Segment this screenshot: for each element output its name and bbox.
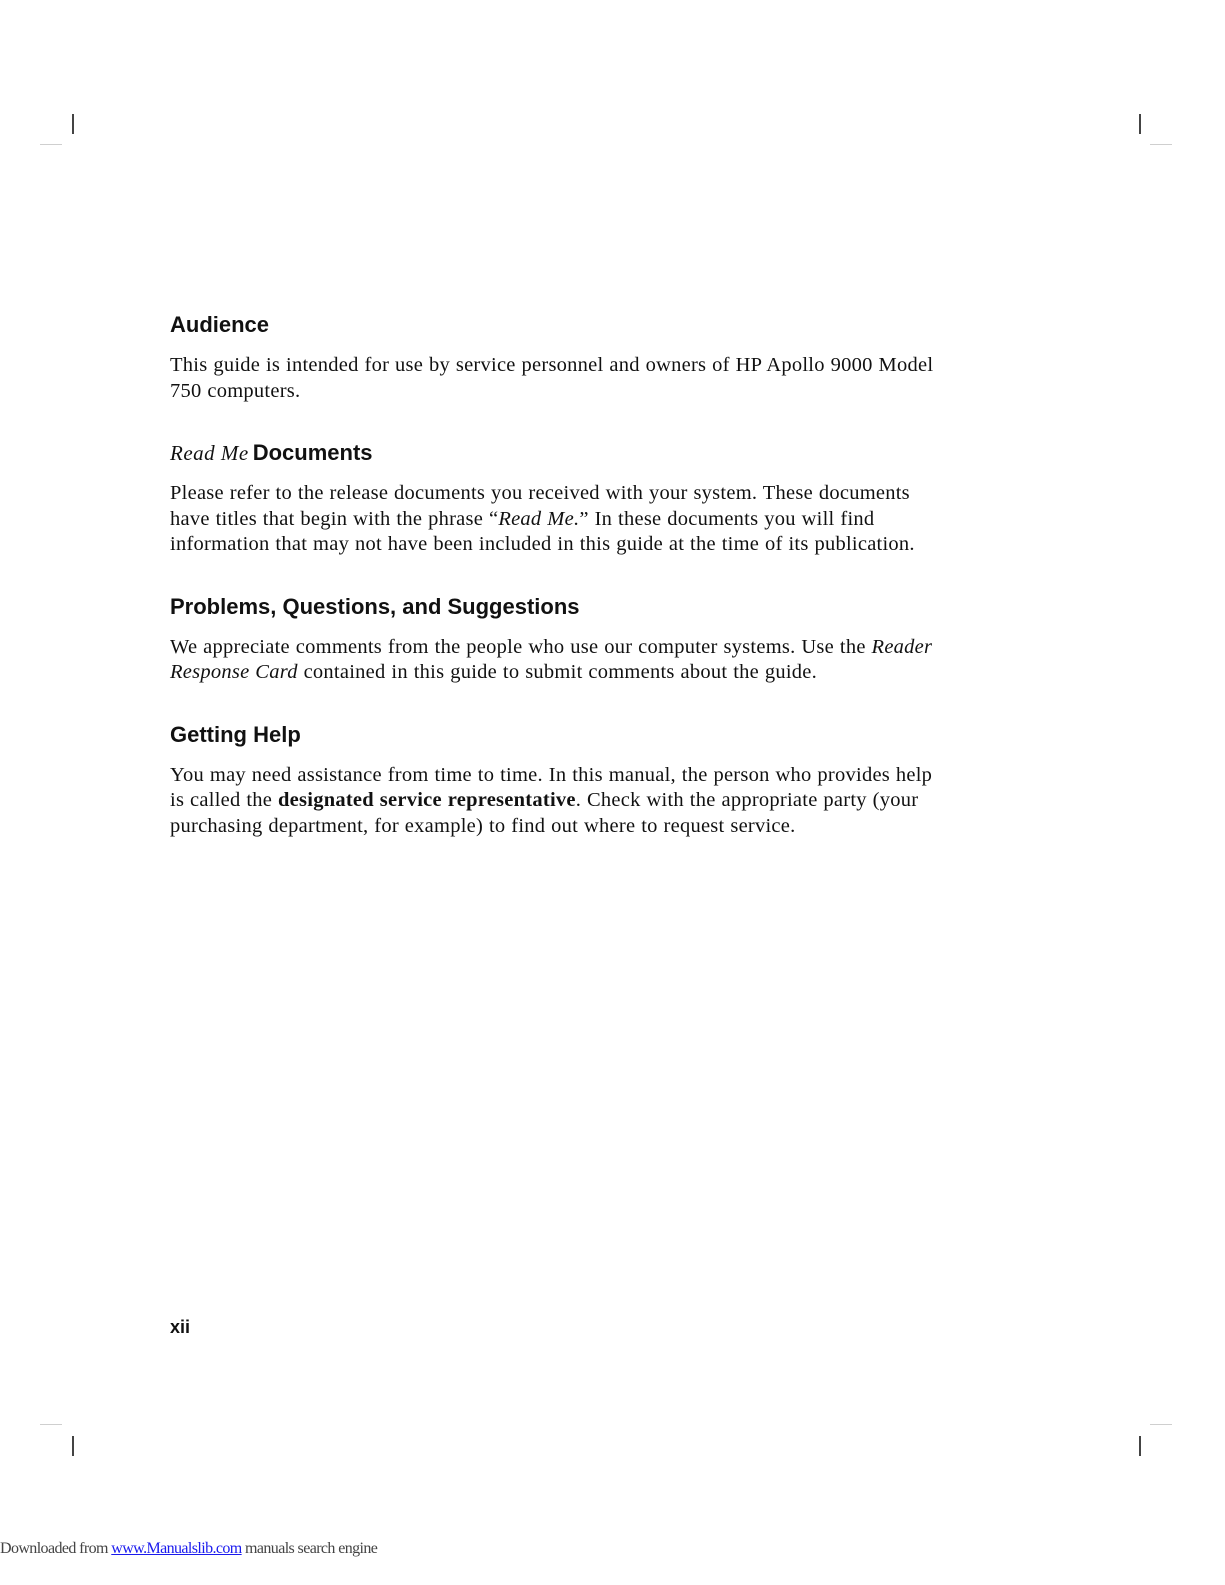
section-getting-help: [170, 720, 940, 840]
section-problems-questions: [170, 592, 940, 686]
read-me-heading-italic: Read Me: [170, 441, 249, 465]
read-me-paragraph: [170, 481, 940, 558]
read-me-heading-bold: Documents: [252, 440, 373, 465]
problems-heading: Problems, Questions, and Suggestions: [170, 593, 580, 619]
crop-mark-top-left-tick: [40, 144, 62, 145]
footer-suffix: manuals search engine: [241, 1540, 378, 1557]
getting-help-paragraph-part-3: . Check with the appropriate party (your purchasing department, for example) to find out where to request service.: [170, 789, 919, 837]
problems-paragraph: [170, 635, 940, 686]
read-me-paragraph-part-3: ” In these documents you will find information that may not have been included in this guide at the time of its publication.: [170, 507, 915, 555]
getting-help-paragraph-part-1: You may need assistance from time to time. In this manual, the person who provides help is called the: [170, 763, 933, 811]
read-me-paragraph-part-1: Please refer to the release documents you received with your system. These documents have titles that begin with the phrase “: [170, 482, 910, 530]
getting-help-heading: Getting Help: [170, 721, 301, 747]
page-content: [170, 310, 940, 873]
audience-paragraph: This guide is intended for use by service personnel and owners of HP Apollo 9000 Model 750 computers.: [170, 354, 934, 402]
designated-service-representative-term: designated service representative: [278, 789, 576, 811]
crop-mark-bottom-right-tick: [1150, 1424, 1172, 1425]
manualslib-link[interactable]: www.Manualslib.com: [111, 1540, 242, 1557]
crop-mark-bottom-left-tick: [40, 1424, 62, 1425]
reader-response-card-title: Reader Response Card: [170, 635, 933, 683]
section-audience: [170, 310, 940, 404]
crop-mark-bottom-left: [72, 1436, 74, 1456]
getting-help-paragraph: [170, 763, 940, 840]
audience-heading: Audience: [170, 312, 270, 337]
crop-mark-top-right: [1139, 114, 1141, 134]
problems-paragraph-part-3: contained in this guide to submit comments about the guide.: [297, 661, 818, 683]
crop-mark-top-left: [72, 114, 74, 134]
crop-mark-bottom-right: [1139, 1436, 1141, 1456]
read-me-documents-heading: [170, 438, 940, 468]
section-read-me-documents: [170, 438, 940, 558]
problems-paragraph-part-1: We appreciate comments from the people who use our computer systems. Use the: [170, 635, 872, 658]
crop-mark-top-right-tick: [1150, 144, 1172, 145]
page-number: xii: [170, 1317, 191, 1337]
footer-prefix: Downloaded from: [0, 1540, 112, 1557]
download-footer: [0, 1540, 377, 1558]
read-me-phrase: Read Me.: [498, 507, 580, 530]
